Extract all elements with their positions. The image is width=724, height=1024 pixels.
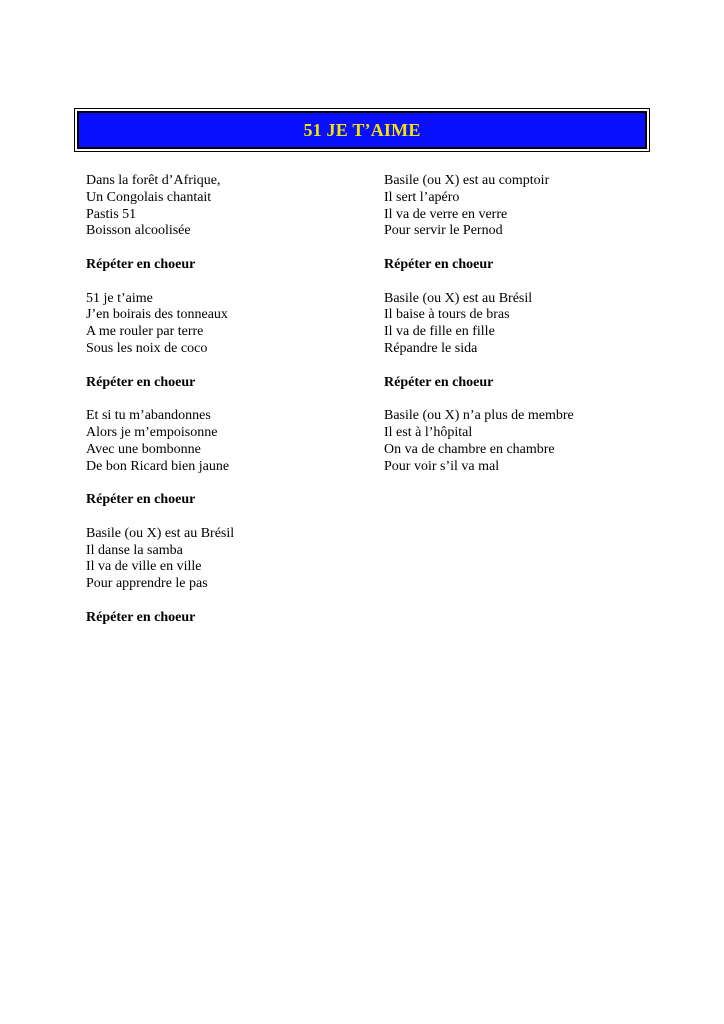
lyric-line: Il va de ville en ville <box>86 559 202 575</box>
refrain-instruction: Répéter en choeur <box>86 256 196 272</box>
lyric-line: Il danse la samba <box>86 542 183 558</box>
lyric-line: Avec une bombonne <box>86 441 201 457</box>
lyric-line: Alors je m’empoisonne <box>86 424 218 440</box>
lyric-line: A me rouler par terre <box>86 324 204 340</box>
lyric-line: Pour servir le Pernod <box>384 223 503 239</box>
lyric-line: On va de chambre en chambre <box>384 441 555 457</box>
refrain-instruction: Répéter en choeur <box>86 374 196 390</box>
left-column <box>86 173 386 643</box>
lyric-line: J’en boirais des tonneaux <box>86 307 228 323</box>
refrain-instruction: Répéter en choeur <box>86 492 196 508</box>
refrain-instruction: Répéter en choeur <box>86 609 196 625</box>
lyric-line: Il va de verre en verre <box>384 206 508 222</box>
verse-2 <box>86 291 386 358</box>
lyric-line: 51 je t’aime <box>86 290 153 306</box>
lyric-line: Il va de fille en fille <box>384 324 495 340</box>
refrain-instruction: Répéter en choeur <box>384 374 494 390</box>
lyric-line: Basile (ou X) est au Brésil <box>86 525 235 541</box>
lyric-line: Sous les noix de coco <box>86 340 208 356</box>
lyric-line: Basile (ou X) est au Brésil <box>384 290 533 306</box>
lyric-line: Basile (ou X) est au comptoir <box>384 173 550 188</box>
lyric-line: Un Congolais chantait <box>86 189 212 205</box>
lyric-line: Il baise à tours de bras <box>384 307 510 323</box>
lyric-line: Boisson alcoolisée <box>86 223 191 239</box>
lyric-line: Basile (ou X) n’a plus de membre <box>384 408 574 424</box>
verse-1 <box>86 173 386 240</box>
verse-4 <box>86 526 386 593</box>
right-column <box>384 173 684 492</box>
lyric-line: Pour apprendre le pas <box>86 576 208 592</box>
verse-5 <box>384 173 684 240</box>
verse-7 <box>384 408 684 475</box>
lyric-line: Il est à l’hôpital <box>384 424 473 440</box>
title-banner-fill <box>77 111 647 149</box>
song-title: 51 JE T’AIME <box>303 119 421 140</box>
title-banner <box>74 108 650 152</box>
verse-6 <box>384 291 684 358</box>
lyric-line: De bon Ricard bien jaune <box>86 458 230 474</box>
lyric-line: Il sert l’apéro <box>384 189 460 205</box>
lyric-line: Répandre le sida <box>384 340 478 356</box>
refrain-instruction: Répéter en choeur <box>384 256 494 272</box>
lyric-line: Pastis 51 <box>86 206 137 222</box>
lyric-line: Et si tu m’abandonnes <box>86 408 211 424</box>
lyric-line: Dans la forêt d’Afrique, <box>86 173 221 188</box>
lyric-line: Pour voir s’il va mal <box>384 458 500 474</box>
verse-3 <box>86 408 386 475</box>
